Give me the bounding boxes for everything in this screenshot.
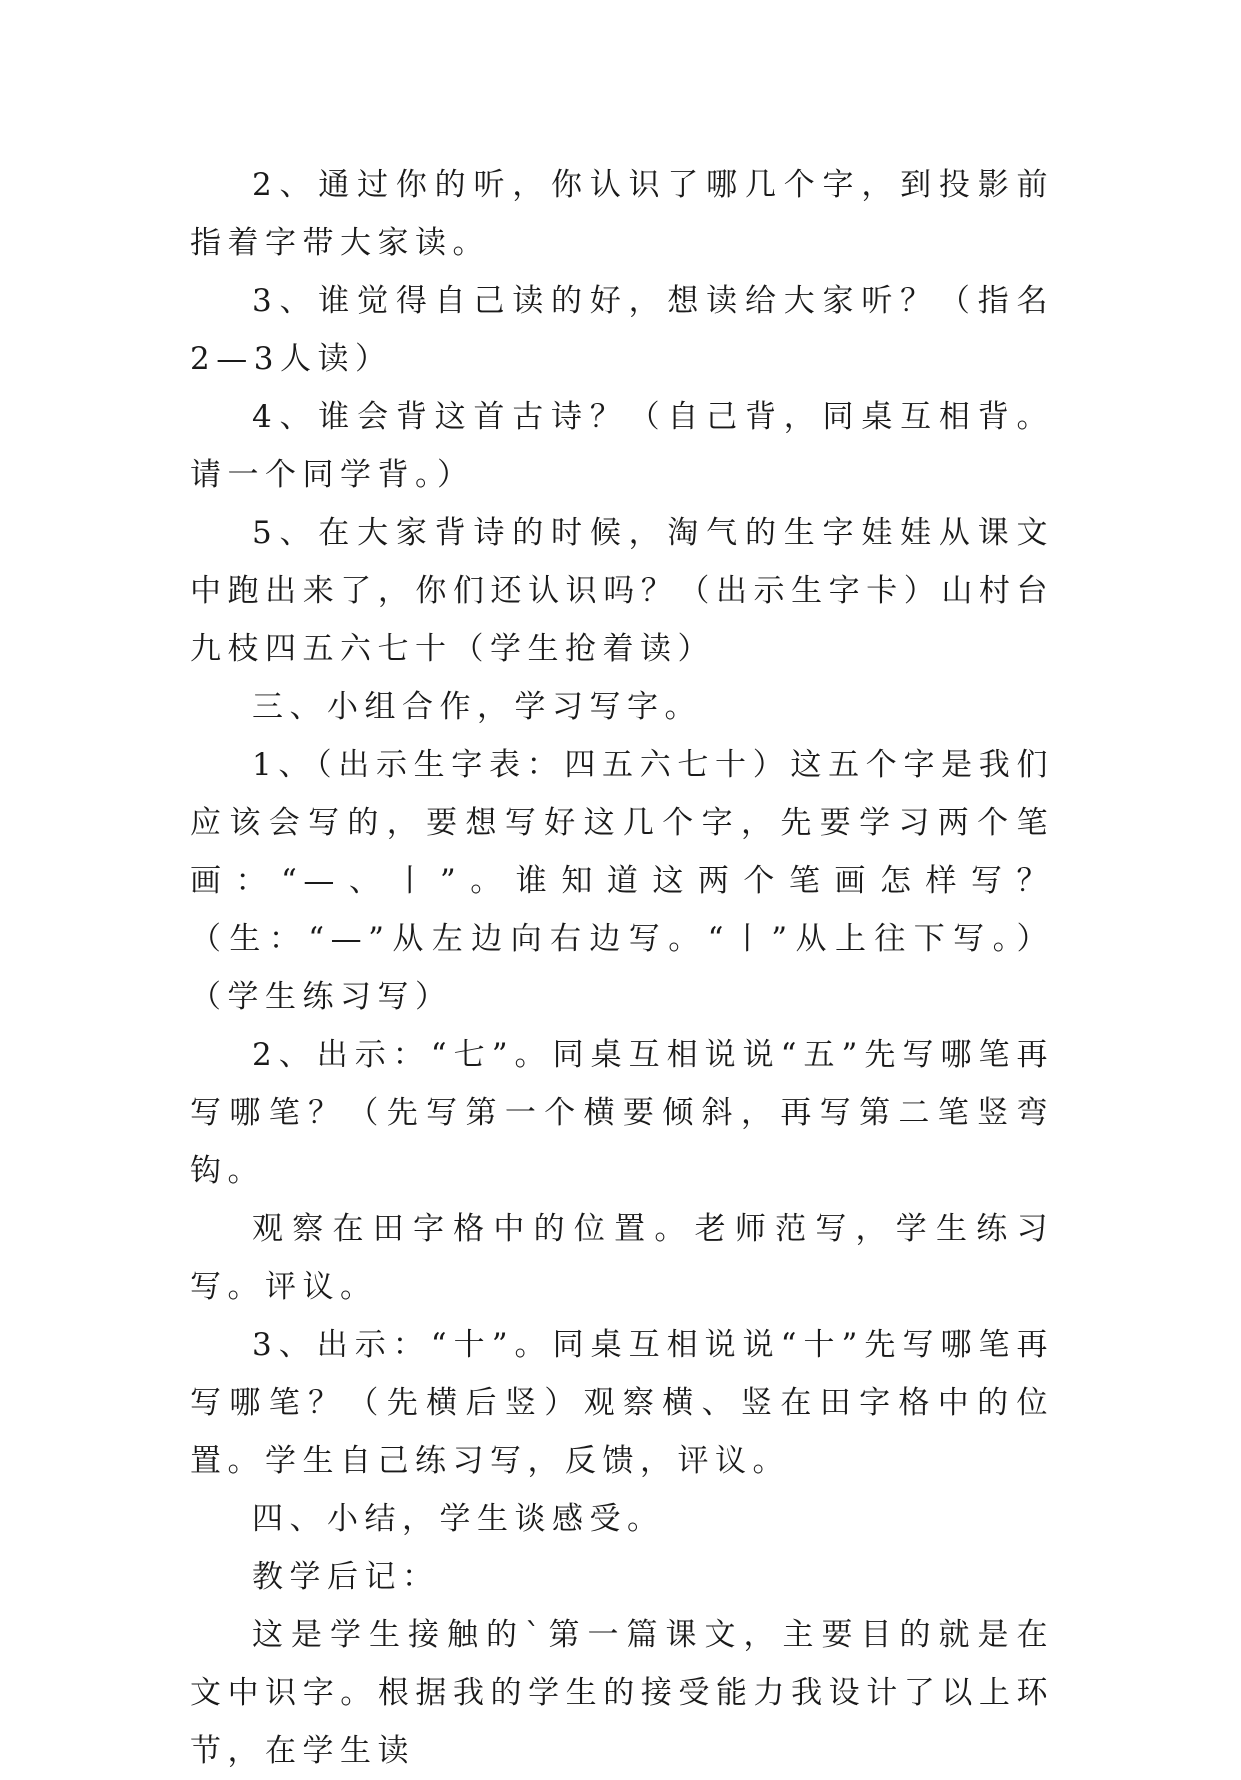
paragraph-teaching-notes: 这是学生接触的`第一篇课文，主要目的就是在文中识字。根据我的学生的接受能力我设计了以上环节，在学生读 [190, 1617, 1054, 1769]
paragraph-step-5: 5、在大家背诗的时候，淘气的生字娃娃从课文中跑出来了，你们还认识吗？（出示生字卡）山村台九枝四五六七十（学生抢着读） [190, 515, 1054, 667]
section-heading-summary: 四、小结，学生谈感受。 [252, 1501, 665, 1537]
heading-teaching-notes: 教学后记： [252, 1559, 440, 1595]
paragraph-writing-step-3: 3、出示：“十”。同桌互相说说“十”先写哪笔再写哪笔？（先横后竖）观察横、竖在田字格中的位置。学生自己练习写，反馈，评议。 [190, 1327, 1054, 1479]
section-heading-group-writing: 三、小组合作，学习写字。 [252, 689, 702, 725]
paragraph-writing-step-1: 1、（出示生字表：四五六七十）这五个字是我们应该会写的，要想写好这几个字，先要学习两个笔画：“—、丨”。谁知道这两个笔画怎样写？（生：“—”从左边向右边写。“丨”从上往下写。）（学生练习写） [190, 747, 1054, 1015]
paragraph-step-4: 4、谁会背这首古诗？（自己背，同桌互相背。请一个同学背。） [190, 399, 1054, 493]
paragraph-step-3: 3、谁觉得自己读的好，想读给大家听？（指名2—3人读） [190, 283, 1054, 377]
paragraph-step-2: 2、通过你的听，你认识了哪几个字，到投影前指着字带大家读。 [190, 167, 1054, 261]
paragraph-observe: 观察在田字格中的位置。老师范写，学生练习写。评议。 [190, 1211, 1054, 1305]
document-body [190, 156, 1054, 1780]
paragraph-writing-step-2: 2、出示：“七”。同桌互相说说“五”先写哪笔再写哪笔？（先写第一个横要倾斜，再写第二笔竖弯钩。 [190, 1037, 1054, 1189]
